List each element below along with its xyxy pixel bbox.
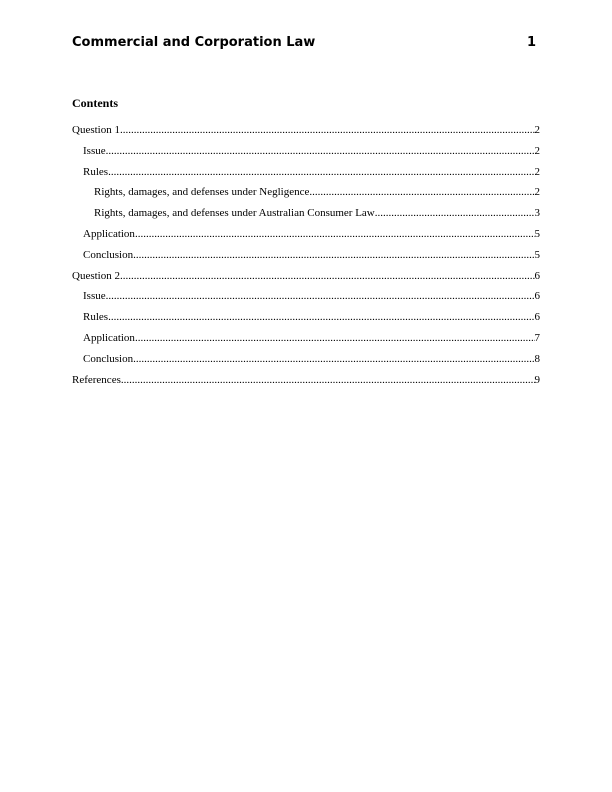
toc-entry-consumer-law[interactable] [72, 206, 540, 227]
toc-entry-references[interactable] [72, 373, 540, 394]
dot-leader [135, 227, 535, 241]
toc-entry-page: 2 [534, 124, 540, 136]
toc-entry-label: Application [83, 227, 135, 240]
table-of-contents [72, 123, 540, 393]
toc-entry-page: 5 [534, 248, 540, 261]
toc-entry-page: 9 [534, 373, 540, 386]
dot-leader [108, 310, 534, 324]
dot-leader [135, 331, 535, 345]
dot-leader [120, 269, 535, 283]
toc-entry-label: Rules [83, 311, 109, 324]
dot-leader [106, 289, 535, 303]
toc-entry-label: Rights, damages, and defenses under Negligence [94, 186, 310, 199]
toc-entry-application-1[interactable] [72, 227, 540, 248]
page-header [72, 35, 540, 51]
toc-entry-negligence[interactable] [72, 185, 540, 206]
toc-entry-page: 6 [534, 269, 540, 282]
toc-entry-application-2[interactable] [72, 331, 540, 352]
dot-leader [120, 123, 535, 137]
toc-entry-label: Rights, damages, and defenses under Australian Consumer Law [94, 207, 375, 220]
toc-entry-page: 2 [534, 144, 540, 157]
running-head-title: Commercial and Corporation Law [72, 35, 316, 50]
toc-entry-page: 2 [534, 186, 540, 199]
toc-entry-rules-2[interactable] [72, 310, 540, 331]
toc-entry-issue-1[interactable] [72, 144, 540, 165]
toc-entry-page: 2 [534, 165, 540, 178]
toc-entry-label: References [72, 373, 121, 386]
dot-leader [106, 144, 535, 158]
toc-entry-label: Question 2 [72, 269, 120, 282]
dot-leader [309, 185, 534, 199]
dot-leader [133, 352, 534, 366]
toc-entry-issue-2[interactable] [72, 289, 540, 310]
toc-entry-label: Question 1 [72, 124, 120, 136]
toc-entry-page: 8 [534, 352, 540, 365]
toc-entry-rules-1[interactable] [72, 165, 540, 186]
toc-entry-page: 7 [534, 331, 540, 344]
dot-leader [375, 206, 535, 220]
toc-heading: Contents [72, 96, 119, 110]
toc-entry-label: Issue [83, 290, 106, 303]
toc-entry-conclusion-2[interactable] [72, 352, 540, 373]
toc-entry-page: 6 [534, 311, 540, 324]
toc-entry-page: 5 [534, 227, 540, 240]
header-page-number: 1 [526, 35, 536, 50]
toc-entry-question-2[interactable] [72, 269, 540, 290]
toc-entry-conclusion-1[interactable] [72, 248, 540, 269]
toc-entry-label: Conclusion [83, 352, 134, 365]
toc-entry-page: 3 [534, 207, 540, 220]
toc-entry-label: Rules [83, 165, 109, 178]
toc-entry-label: Conclusion [83, 248, 134, 261]
toc-entry-label: Application [83, 331, 135, 344]
toc-entry-label: Issue [83, 144, 106, 157]
dot-leader [108, 165, 534, 179]
toc-entry-question-1[interactable] [72, 123, 540, 144]
dot-leader [133, 248, 534, 262]
toc-entry-page: 6 [534, 290, 540, 303]
dot-leader [121, 373, 535, 387]
